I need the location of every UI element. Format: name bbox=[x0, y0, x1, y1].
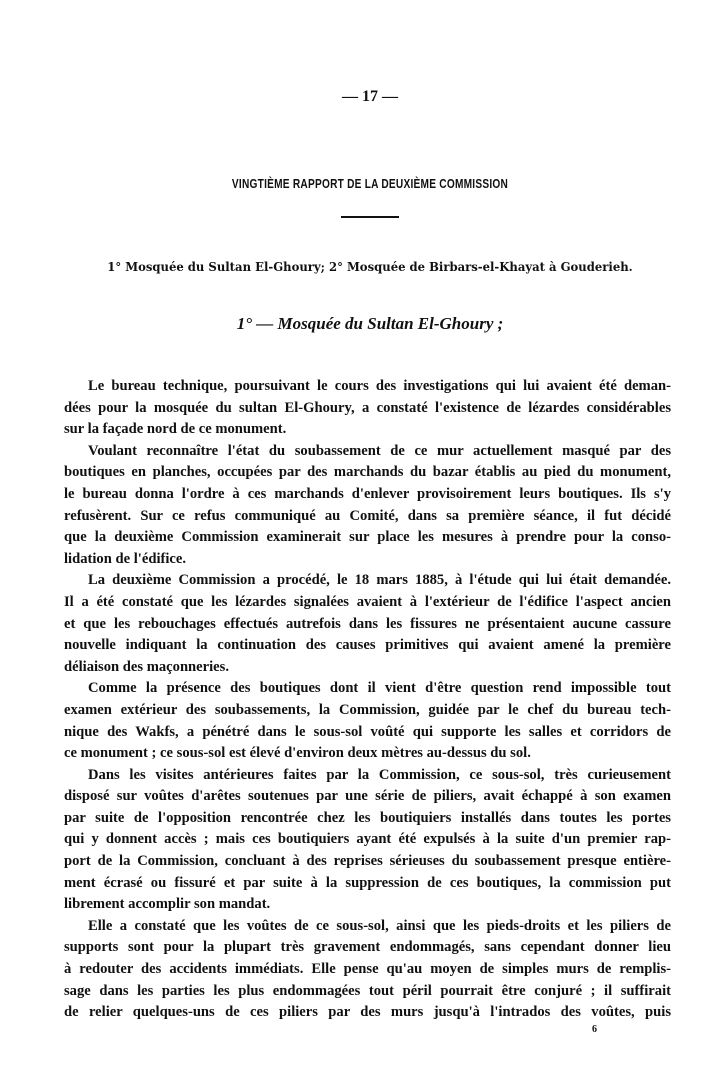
paragraph bbox=[64, 916, 671, 1024]
text-line: Le bureau technique, poursuivant le cours des investigations qui lui avaient été deman- bbox=[88, 378, 671, 394]
text-line: sage dans les parties les plus endommagées tout péril pourrait être conjuré ; il suffirait bbox=[64, 982, 671, 999]
paragraph bbox=[64, 570, 671, 678]
text-line: Elle a constaté que les voûtes de ce sous-sol, ainsi que les pieds-droits et les piliers de bbox=[88, 917, 671, 934]
text-line: lidation de l'édifice. bbox=[64, 550, 187, 567]
text-line: disposé sur voûtes d'arêtes soutenues par une série de piliers, avait échappé à son examen bbox=[64, 788, 671, 805]
text-line: qui y donnent accès ; mais ces boutiquiers ayant été expulsés à la suite d'un premier rap- bbox=[64, 831, 671, 848]
section-heading: 1° — Mosquée du Sultan El-Ghoury ; bbox=[236, 314, 504, 333]
text-line: sur la façade nord de ce monument. bbox=[64, 421, 287, 438]
text-line: Voulant reconnaître l'état du soubassement de ce mur actuellement masqué par des bbox=[88, 442, 671, 459]
text-line: et que les rebouchages effectués autrefois dans les fissures ne présentaient aucune cassure bbox=[64, 615, 671, 632]
page-number: — 17 — bbox=[342, 88, 398, 105]
report-title: VINGTIÈME RAPPORT DE LA DEUXIÈME COMMISSION bbox=[231, 176, 509, 191]
text-line: boutiques en planches, occupées par des marchands du bazar établis au pied du monument, bbox=[64, 464, 671, 481]
text-line: Il a été constaté que les lézardes signalées avaient à l'extérieur de l'édifice l'aspect ancien bbox=[64, 593, 671, 610]
text-line: supports sont pour la plupart très gravement endommagés, sans cependant donner lieu bbox=[64, 939, 671, 956]
report-subtitle: 1° Mosquée du Sultan El-Ghoury; 2° Mosquée de Birbars-el-Khayat à Gouderieh. bbox=[107, 259, 633, 274]
text-line: refusèrent. Sur ce refus communiqué au Comité, dans sa première séance, il fut décidé bbox=[64, 507, 671, 524]
text-line: nouvelle indiquant la continuation des causes primitives qui avaient amené la première bbox=[64, 637, 671, 654]
paragraph bbox=[64, 765, 671, 916]
text-line: ment écrasé ou fissuré et par suite à la suppression de ces boutiques, la commission put bbox=[64, 874, 671, 891]
text-line: déliaison des maçonneries. bbox=[64, 658, 229, 675]
text-line: à redouter des accidents immédiats. Elle pense qu'au moyen de simples murs de remplis- bbox=[64, 961, 671, 978]
signature-mark: 6 bbox=[592, 1024, 597, 1035]
text-line: La deuxième Commission a procédé, le 18 mars 1885, à l'étude qui lui était demandée. bbox=[88, 572, 671, 589]
text-line: que la deuxième Commission examinerait sur place les mesures à prendre pour la conso- bbox=[64, 529, 671, 546]
body-text bbox=[64, 376, 671, 1024]
text-line: par suite de l'opposition rencontrée chez les boutiquiers installés dans toutes les portes bbox=[64, 809, 671, 826]
text-line: Dans les visites antérieures faites par la Commission, ce sous-sol, très curieusement bbox=[88, 766, 671, 783]
text-line: nique des Wakfs, a pénétré dans le sous-sol voûté qui supporte les salles et corridors de bbox=[64, 723, 671, 740]
text-line: examen extérieur des soubassements, la Commission, guidée par le chef du bureau tech- bbox=[64, 701, 671, 718]
text-line: ce monument ; ce sous-sol est élevé d'environ deux mètres au-dessus du sol. bbox=[64, 745, 531, 762]
title-divider bbox=[341, 216, 399, 218]
text-line: port de la Commission, concluant à des reprises sérieuses du soubassement presque entière- bbox=[64, 853, 671, 870]
text-line: de relier quelques-uns de ces piliers par des murs jusqu'à l'intrados des voûtes, puis bbox=[64, 1004, 671, 1021]
paragraph bbox=[64, 441, 671, 571]
text-line: dées pour la mosquée du sultan El-Ghoury, a constaté l'existence de lézardes considérables bbox=[64, 399, 671, 416]
paragraph bbox=[64, 376, 671, 441]
text-line: librement accomplir son mandat. bbox=[64, 896, 271, 913]
text-line: Comme la présence des boutiques dont il vient d'être question rend impossible tout bbox=[88, 680, 671, 697]
text-line: le bureau donna l'ordre à ces marchands d'enlever provisoirement leurs boutiques. Ils s'y bbox=[64, 485, 671, 502]
paragraph bbox=[64, 678, 671, 764]
